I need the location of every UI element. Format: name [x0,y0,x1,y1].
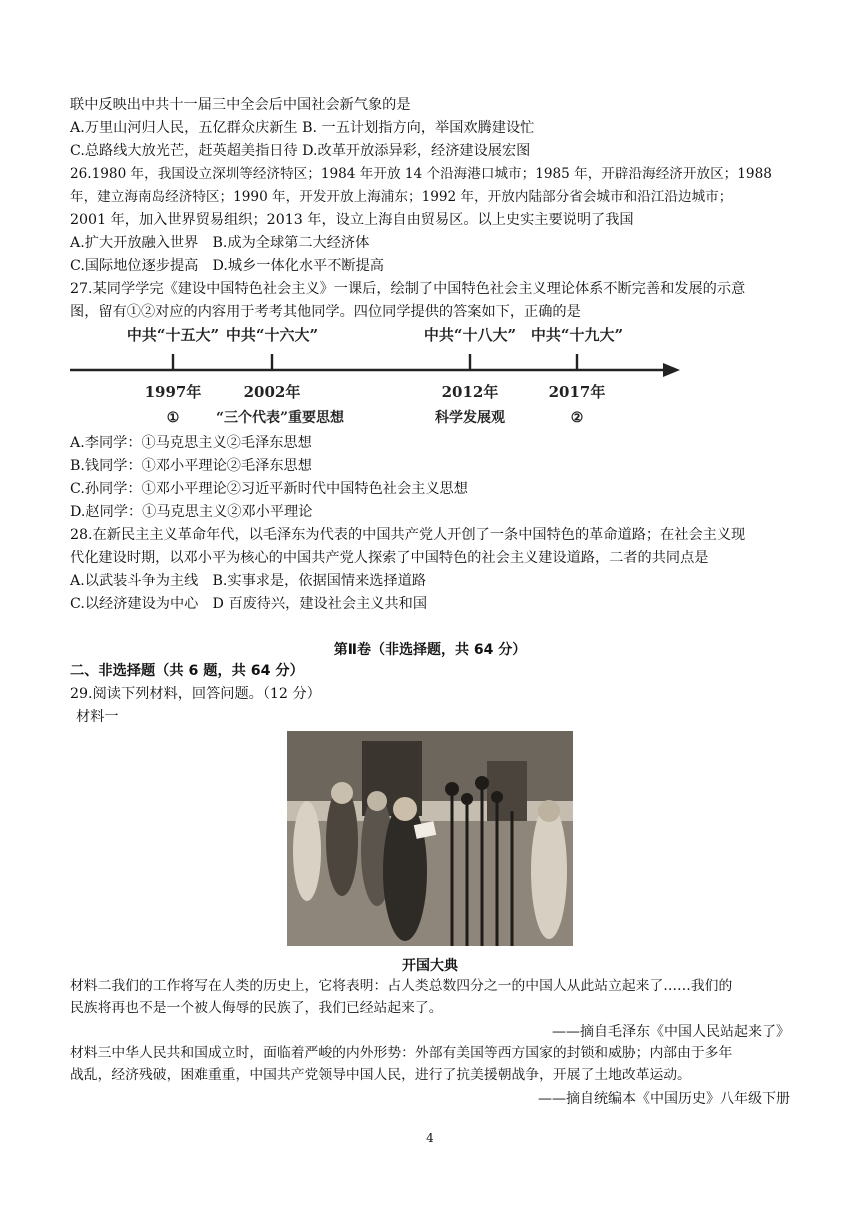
timeline-congress-label: 中共“十六大” [225,326,319,344]
material-one-label: 材料一 [76,709,119,725]
timeline-year-label: 2002年 [243,383,301,401]
q26-options-cd: C.国际地位逐步提高 D.城乡一体化水平不断提高 [70,258,384,274]
material-three-source: ——摘自统编本《中国历史》八年级下册 [538,1091,790,1107]
timeline-year-label: 2017年 [548,383,606,401]
q28-options-ab: A.以武装斗争为主线 B.实事求是，依据国情来选择道路 [70,573,427,589]
timeline-year-label: 1997年 [144,383,202,401]
material-two-source: ——摘自毛泽东《中国人民站起来了》 [552,1024,790,1040]
q27-option-d: D.赵同学：①马克思主义②邓小平理论 [70,504,313,520]
timeline-theory-label: ① [166,410,180,426]
material-three-line2: 战乱，经济残破，困难重重，中国共产党领导中国人民，进行了抗美援朝战争，开展了土地改革运动。 [70,1067,691,1083]
q29-stem: 29.阅读下列材料，回答问题。（12 分） [70,686,321,702]
part-two-heading: 二、非选择题（共 6 题，共 64 分） [70,663,304,679]
section-title: 第Ⅱ卷（非选择题，共 64 分） [333,642,527,658]
q26-options-ab: A.扩大开放融入世界 B.成为全球第二大经济体 [70,235,370,251]
q27-stem-line2: 图，留有①②对应的内容用于考考其他同学。四位同学提供的答案如下，正确的是 [70,304,581,320]
page-number: 4 [426,1131,434,1145]
timeline-theory-label: 科学发展观 [435,410,505,426]
timeline-theory-label: ② [570,410,584,426]
q28-options-cd: C.以经济建设为中心 D 百废待兴，建设社会主义共和国 [70,596,428,612]
q25-stem-tail: 联中反映出中共十一届三中全会后中国社会新气象的是 [70,97,411,113]
q27-option-b: B.钱同学：①邓小平理论②毛泽东思想 [70,458,312,474]
q25-options-ab: A.万里山河归人民，五亿群众庆新生 B. 一五计划指方向，举国欢腾建设忙 [70,120,535,136]
timeline-congress-label: 中共“十八大” [423,326,517,344]
q27-option-c: C.孙同学：①邓小平理论②习近平新时代中国特色社会主义思想 [70,481,468,497]
timeline-year-label: 2012年 [441,383,499,401]
q26-stem-line1: 26.1980 年，我国设立深圳等经济特区；1984 年开放 14 个沿海港口城市；1985 年，开辟沿海经济开放区；1988 [70,166,772,182]
q26-stem-line2: 年，建立海南岛经济特区；1990 年，开发开放上海浦东；1992 年，开放内陆部分省会城市和沿江沿边城市； [70,189,733,205]
photo-caption: 开国大典 [402,958,458,974]
material-two-line2: 民族将再也不是一个被人侮辱的民族了，我们已经站起来了。 [70,1000,443,1016]
q25-options-cd: C.总路线大放光芒，赶英超美指日待 D.改革开放添异彩，经济建设展宏图 [70,143,531,159]
founding-ceremony-photo [287,731,573,946]
material-three-line1: 材料三中华人民共和国成立时，面临着严峻的内外形势：外部有美国等西方国家的封锁和威胁；内部由于多年 [70,1045,733,1061]
timeline-congress-label: 中共“十五大” [126,326,220,344]
theory-timeline-diagram [65,318,685,430]
q28-stem-line1: 28.在新民主主义革命年代，以毛泽东为代表的中国共产党人开创了一条中国特色的革命道路；在社会主义现 [70,527,746,543]
timeline-arrowhead [663,363,680,377]
timeline-congress-label: 中共“十九大” [530,326,624,344]
q28-stem-line2: 代化建设时期，以邓小平为核心的中国共产党人探索了中国特色的社会主义建设道路，二者的共同点是 [70,550,709,566]
timeline-theory-label: “三个代表”重要思想 [215,410,345,426]
q26-stem-line3: 2001 年，加入世界贸易组织；2013 年，设立上海自由贸易区。以上史实主要说明了我国 [70,212,634,228]
q27-option-a: A.李同学：①马克思主义②毛泽东思想 [70,435,312,451]
q27-stem-line1: 27.某同学学完《建设中国特色社会主义》一课后，绘制了中国特色社会主义理论体系不断完善和发展的示意 [70,281,746,297]
material-two-line1: 材料二我们的工作将写在人类的历史上，它将表明：占人类总数四分之一的中国人从此站立起来了……我们的 [70,978,733,994]
